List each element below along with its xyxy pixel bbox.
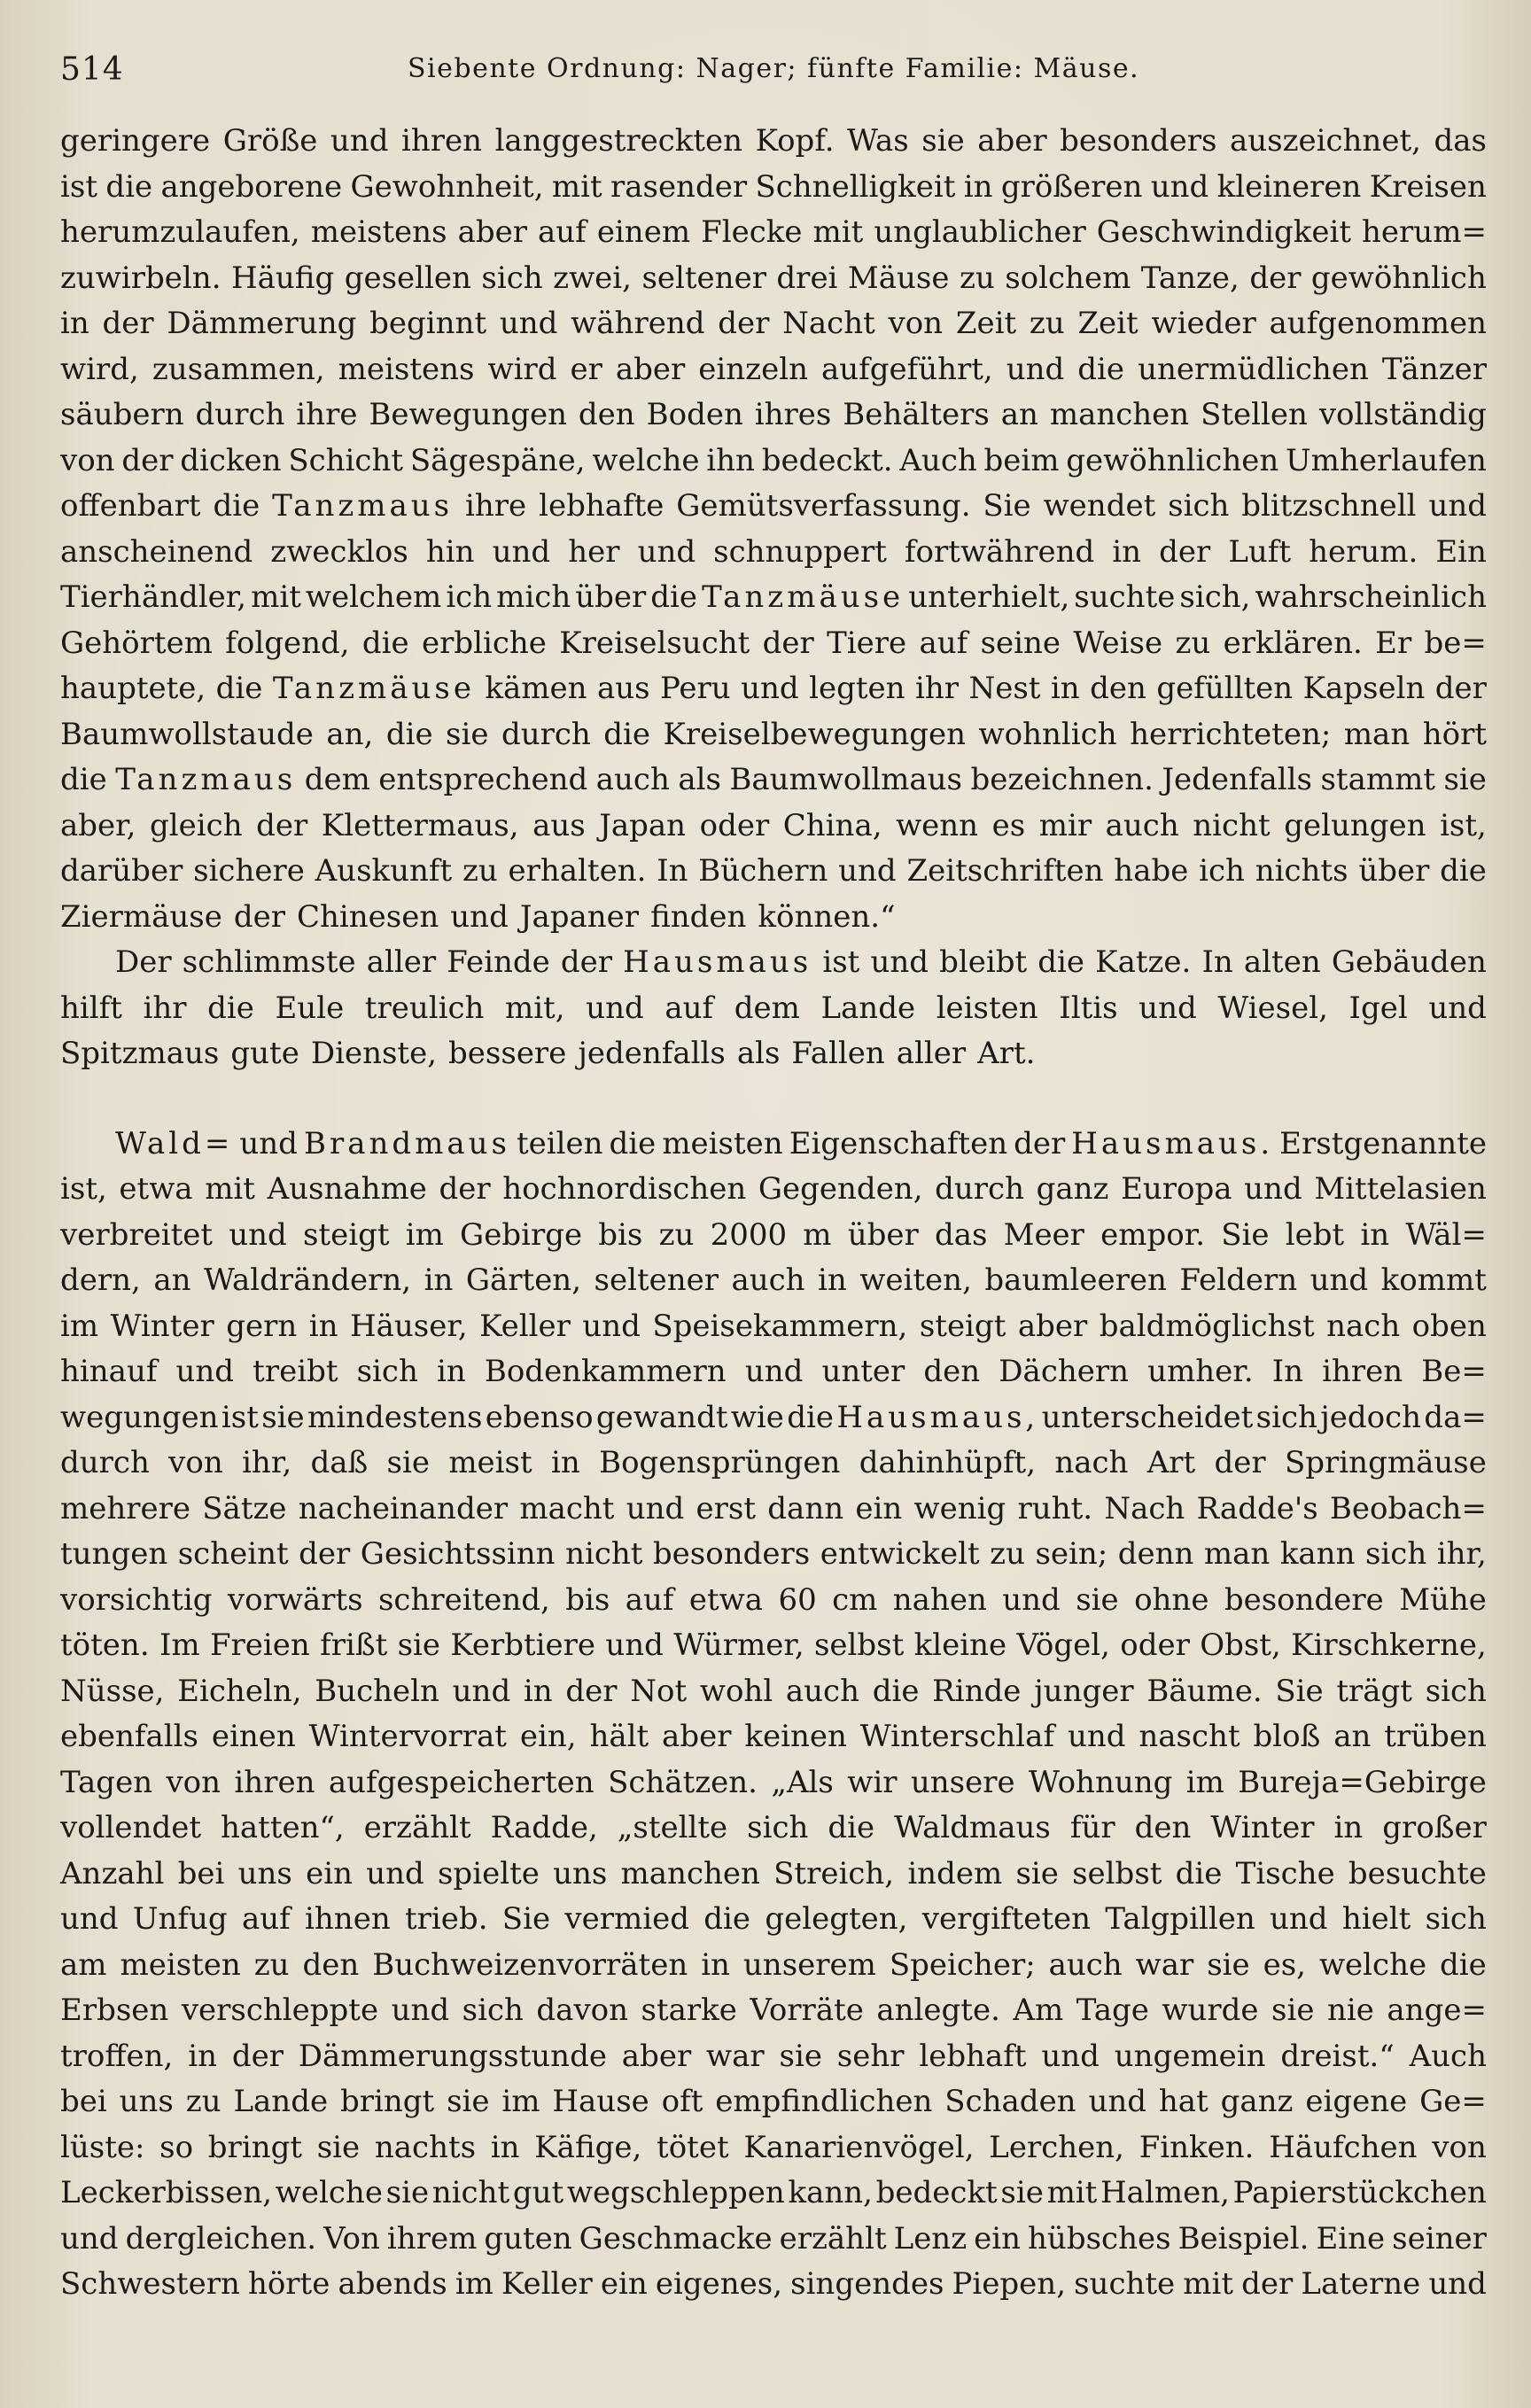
body-text [60,119,1487,2308]
text-line: troffen, in der Dämmerungsstunde aber war sie sehr lebhaft und ungemein dreist.“ Auch [60,2038,1487,2074]
text-line: herumzulaufen, meistens aber auf einem Flecke mit unglaublicher Geschwindigkeit herum= [60,214,1487,250]
text-line: Baumwollstaude an, die sie durch die Kreiselbewegungen wohnlich herrichteten; man hört [60,716,1487,752]
page-header [60,46,1478,99]
text-line: und dergleichen. Von ihrem guten Geschmacke erzählt Lenz ein hübsches Beispiel. Eine seiner [60,2220,1487,2257]
text-line: ebenfalls einen Wintervorrat ein, hält aber keinen Winterschlaf und nascht bloß an trüben [60,1719,1487,1754]
text-line: bei uns zu Lande bringt sie im Hause oft empfindlichen Schaden und hat ganz eigene Ge= [60,2084,1487,2119]
text-line: Ziermäuse der Chinesen und Japaner finden können.“ [60,898,896,935]
text-line: wird, zusammen, meistens wird er aber einzeln aufgeführt, und die unermüdlichen Tänzer [60,351,1487,387]
text-line: von der dicken Schicht Sägespäne, welche ihn bedeckt. Auch beim gewöhnlichen Umherlaufen [60,442,1487,478]
paragraph [60,940,1487,1077]
text-line: und Unfug auf ihnen trieb. Sie vermied die gelegten, vergifteten Talgpillen und hielt sich [60,1901,1487,1937]
text-line: vollendet hatten“, erzählt Radde, „stellte sich die Waldmaus für den Winter in großer [60,1810,1487,1845]
paragraph [60,119,1487,940]
text-line: durch von ihr, daß sie meist in Bogensprüngen dahinhüpft, nach Art der Springmäuse [60,1445,1487,1480]
text-line: offenbart die Tanzmaus ihre lebhafte Gemütsverfassung. Sie wendet sich blitzschnell und [60,488,1487,524]
text-line: lüste: so bringt sie nachts in Käfige, tötet Kanarienvögel, Lerchen, Finken. Häufchen von [60,2129,1487,2165]
text-line: geringere Größe und ihren langgestreckten Kopf. Was sie aber besonders auszeichnet, das [60,123,1487,159]
text-line: Der schlimmste aller Feinde der Hausmaus ist und bleibt die Katze. In alten Gebäuden [115,944,1487,980]
page-number: 514 [60,51,124,88]
text-line: Wald= und Brandmaus teilen die meisten Eigenschaften der Hausmaus. Erstgenannte [115,1125,1487,1161]
text-line: die Tanzmaus dem entsprechend auch als Baumwollmaus bezeichnen. Jedenfalls stammt sie [60,762,1487,797]
text-line: Gehörtem folgend, die erbliche Kreiselsucht der Tiere auf seine Weise zu erklären. Er be= [60,625,1487,661]
text-line: Anzahl bei uns ein und spielte uns manchen Streich, indem sie selbst die Tische besuchte [60,1855,1487,1891]
text-line: wegungen ist sie mindestens ebenso gewandt wie die Hausmaus, unterscheidet sich jedoch da= [60,1399,1487,1435]
text-line: tungen scheint der Gesichtssinn nicht besonders entwickelt zu sein; denn man kann sich ihr, [60,1536,1487,1572]
text-line: vorsichtig vorwärts schreitend, bis auf etwa 60 cm nahen und sie ohne besondere Mühe [60,1581,1487,1618]
text-line: Tierhändler, mit welchem ich mich über die Tanzmäuse unterhielt, suchte sich, wahrscheinlich [60,579,1487,615]
text-line: mehrere Sätze nacheinander macht und erst dann ein wenig ruht. Nach Radde's Beobach= [60,1490,1487,1526]
text-line: zuwirbeln. Häufig gesellen sich zwei, seltener drei Mäuse zu solchem Tanze, der gewöhnlich [60,260,1487,296]
text-line: Erbsen verschleppte und sich davon starke Vorräte anlegte. Am Tage wurde sie nie ange= [60,1992,1487,2028]
text-line: darüber sichere Auskunft zu erhalten. In Büchern und Zeitschriften habe ich nichts über die [60,853,1487,889]
text-line: dern, an Waldrändern, in Gärten, seltener auch in weiten, baumleeren Feldern und kommt [60,1262,1487,1298]
text-line: Leckerbissen, welche sie nicht gut wegschleppen kann, bedeckt sie mit Halmen, Papierstückchen [60,2175,1487,2210]
text-line: anscheinend zwecklos hin und her und schnuppert fortwährend in der Luft herum. Ein [60,533,1487,570]
text-line: hilft ihr die Eule treulich mit, und auf dem Lande leisten Iltis und Wiesel, Igel und [60,990,1487,1026]
text-line: aber, gleich der Klettermaus, aus Japan oder China, wenn es mir auch nicht gelungen ist, [60,807,1487,843]
text-line: Schwestern hörte abends im Keller ein eigenes, singendes Piepen, suchte mit der Laterne und [60,2266,1487,2302]
text-line: im Winter gern in Häuser, Keller und Speisekammern, steigt aber baldmöglichst nach oben [60,1308,1487,1344]
text-line: hinauf und treibt sich in Bodenkammern und unter den Dächern umher. In ihren Be= [60,1354,1487,1389]
paragraph [60,1122,1487,2308]
text-line: ist die angeborene Gewohnheit, mit rasender Schnelligkeit in größeren und kleineren Kreisen [60,168,1487,205]
text-line: Spitzmaus gute Dienste, bessere jedenfalls als Fallen aller Art. [60,1036,1036,1071]
text-line: Tagen von ihren aufgespeicherten Schätzen. „Als wir unsere Wohnung im Bureja=Gebirge [60,1764,1487,1800]
text-line: töten. Im Freien frißt sie Kerbtiere und Würmer, selbst kleine Vögel, oder Obst, Kirschkerne, [60,1627,1487,1663]
text-line: ist, etwa mit Ausnahme der hochnordischen Gegenden, durch ganz Europa und Mittelasien [60,1171,1487,1207]
text-line: hauptete, die Tanzmäuse kämen aus Peru und legten ihr Nest in den gefüllten Kapseln der [60,671,1487,706]
text-line: säubern durch ihre Bewegungen den Boden ihres Behälters an manchen Stellen vollständig [60,397,1487,432]
text-line: in der Dämmerung beginnt und während der Nacht von Zeit zu Zeit wieder aufgenommen [60,306,1487,341]
text-line: am meisten zu den Buchweizenvorräten in unserem Speicher; auch war sie es, welche die [60,1946,1487,1983]
text-line: verbreitet und steigt im Gebirge bis zu 2000 m über das Meer empor. Sie lebt in Wäl= [60,1216,1487,1253]
running-head: Siebente Ordnung: Nager; fünfte Familie: Mäuse. [408,53,1140,84]
text-line: Nüsse, Eicheln, Bucheln und in der Not wohl auch die Rinde junger Bäume. Sie trägt sich [60,1673,1487,1709]
